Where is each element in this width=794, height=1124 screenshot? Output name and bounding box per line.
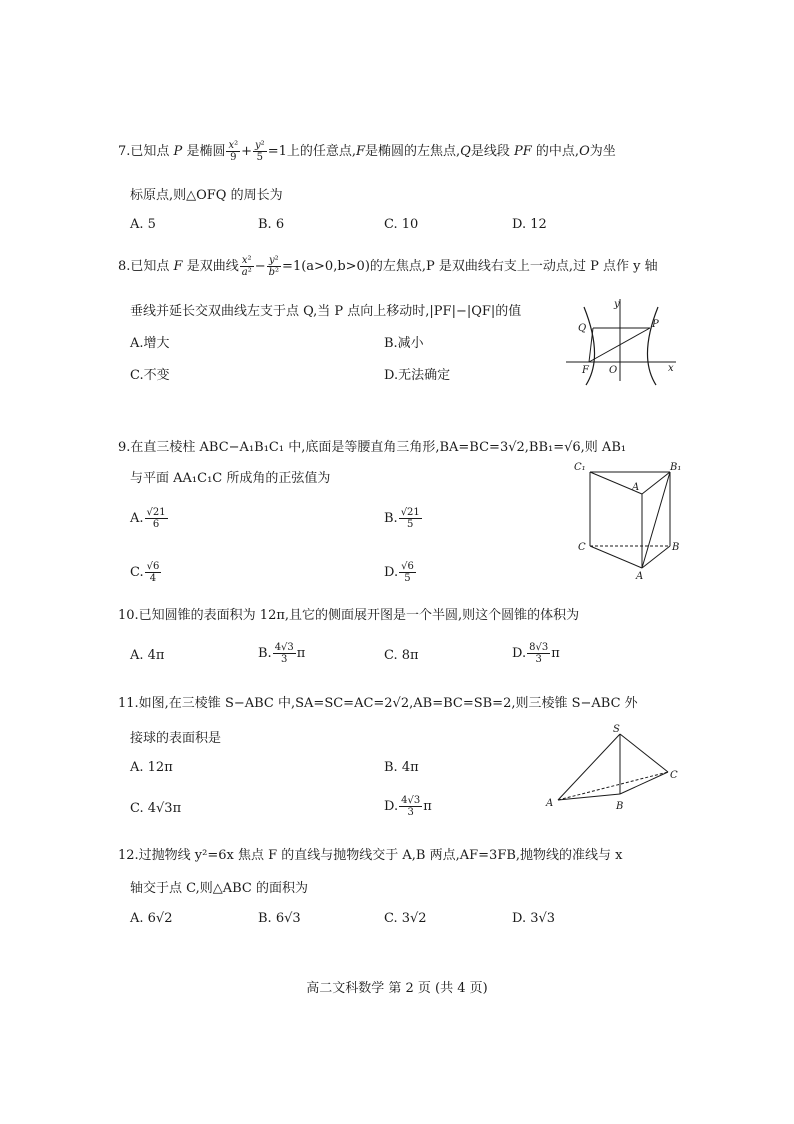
- fraction: [399, 507, 422, 530]
- q12-option-b: B. 6√3: [258, 911, 301, 926]
- q8-option-d: D.无法确定: [384, 368, 451, 383]
- numerator: √21: [400, 507, 420, 518]
- q10-line1: 10.已知圆锥的表面积为 12π,且它的侧面展开图是一个半圆,则这个圆锥的体积为: [118, 608, 580, 623]
- numerator: √21: [146, 507, 166, 518]
- label-c1: C₁: [574, 462, 586, 473]
- denominator: 6: [152, 519, 160, 530]
- q7-text: 的中点,: [535, 144, 580, 159]
- q8-text: 是双曲线: [186, 259, 239, 274]
- q11-line2: 接球的表面积是: [130, 731, 222, 746]
- prism-figure: [570, 458, 680, 580]
- q7-text: 是椭圆的左焦点,: [365, 144, 461, 159]
- q7-text: 是线段: [470, 144, 510, 159]
- q8-line1: 8.已知点 F 是双曲线 $\frac{\text{x²}}{\text{a²}}$ − $\frac{\text{y²}}{\text{b²}}$ =1(a>0,b>0)的左焦点,P 是双曲线右支上一动点,过 P 点作 y 轴: [118, 255, 658, 278]
- edge-ca: [590, 546, 642, 568]
- q10-option-b: [258, 642, 305, 665]
- q7-text: 是椭圆: [186, 144, 226, 159]
- q9-line1: 9.在直三棱柱 ABC−A₁B₁C₁ 中,底面是等腰直角三角形,BA=BC=3√2,BB₁=√6,则 AB₁: [118, 440, 627, 455]
- numerator: √6: [146, 561, 160, 572]
- numerator: 8√3: [529, 642, 549, 653]
- fraction: [527, 642, 550, 665]
- label-a1: A: [632, 482, 640, 493]
- q9-option-b: [384, 507, 423, 530]
- denominator: 4: [149, 573, 157, 584]
- denominator: 3: [407, 807, 414, 818]
- q11-option-d: [384, 795, 432, 818]
- option-letter: B.: [258, 646, 272, 661]
- numerator: √6: [401, 561, 414, 572]
- label-p: P: [652, 319, 659, 330]
- edge-ab: [558, 794, 620, 800]
- fraction: [399, 561, 416, 584]
- fraction: [273, 642, 296, 665]
- option-letter: D.: [512, 646, 527, 661]
- q8-text: 8.已知点: [118, 259, 170, 274]
- label-a: A: [546, 798, 554, 809]
- numerator: 4√3: [401, 795, 421, 806]
- q10-option-c: C. 8π: [384, 648, 419, 663]
- label-b: B: [616, 801, 624, 812]
- q9-option-a: [130, 507, 169, 530]
- label-b: B: [672, 542, 680, 553]
- pi: π: [423, 799, 432, 814]
- q8-text: (a>0,b>0)的左焦点,P 是双曲线右支上一动点,过 P 点作 y 轴: [301, 259, 658, 274]
- label-s: S: [613, 724, 620, 735]
- q11-option-c: C. 4√3π: [130, 801, 182, 816]
- q7-text: 为坐: [589, 144, 616, 159]
- option-letter: C.: [130, 565, 144, 580]
- fraction: $\frac{\text{x²}}{9}$: [228, 140, 239, 163]
- label-a: A: [636, 571, 644, 582]
- q11-line1: 11.如图,在三棱锥 S−ABC 中,SA=SC=AC=2√2,AB=BC=SB=2,则三棱锥 S−ABC 外: [118, 696, 638, 711]
- page-footer: 高二文科数学 第 2 页 (共 4 页): [306, 981, 488, 996]
- edge-bc: [620, 772, 668, 794]
- edge-a1b1: [642, 472, 670, 494]
- denominator: 3: [535, 654, 542, 665]
- edge-ac: [558, 772, 668, 800]
- q7-line1: 7.已知点 P 是椭圆 $\frac{\text{x²}}{9}$ + $\frac{\text{y²}}{5}$ =1上的任意点,F是椭圆的左焦点,Q是线段 PF 的中点,O为坐: [118, 140, 616, 163]
- denominator: 5: [407, 519, 414, 530]
- option-letter: B.: [384, 511, 398, 526]
- fraction: [145, 507, 168, 530]
- q12-option-c: C. 3√2: [384, 911, 427, 926]
- hyperbola-figure: [562, 295, 682, 387]
- q12-option-a: A. 6√2: [130, 911, 173, 926]
- q11-option-a: A. 12π: [130, 760, 173, 775]
- q7-option-d: D. 12: [512, 217, 547, 232]
- option-letter: D.: [384, 799, 399, 814]
- label-y: y: [614, 299, 620, 310]
- q12-line2: 轴交于点 C,则△ABC 的面积为: [130, 881, 309, 896]
- edge-sc: [620, 734, 668, 772]
- fraction: [145, 561, 162, 584]
- pyramid-figure: [540, 722, 690, 814]
- q8-option-b: B.减小: [384, 336, 424, 351]
- q8-line2: 垂线并延长交双曲线左支于点 Q,当 P 点向上移动时,|PF|−|QF|的值: [130, 304, 522, 319]
- pi: π: [296, 646, 306, 661]
- q8-option-a: A.增大: [130, 336, 170, 351]
- q12-option-d: D. 3√3: [512, 911, 556, 926]
- q7-text: 7.已知点: [118, 144, 170, 159]
- label-c: C: [670, 770, 678, 781]
- q9-option-d: [384, 561, 417, 584]
- edge-ab: [642, 546, 670, 568]
- fraction: [399, 795, 422, 818]
- segment-ab1: [642, 472, 670, 568]
- label-o: O: [609, 365, 618, 376]
- q9-line2: 与平面 AA₁C₁C 所成角的正弦值为: [130, 471, 331, 486]
- q11-option-b: B. 4π: [384, 760, 419, 775]
- q10-option-d: [512, 642, 560, 665]
- label-c: C: [578, 542, 586, 553]
- q8-option-c: C.不变: [130, 368, 170, 383]
- denominator: 5: [404, 573, 411, 584]
- q10-option-a: A. 4π: [130, 648, 165, 663]
- fraction: $\frac{\text{x²}}{\text{a²}}$: [241, 255, 252, 278]
- label-q: Q: [578, 323, 587, 334]
- q7-text: 上的任意点,: [286, 144, 356, 159]
- q9-option-c: [130, 561, 162, 584]
- fraction: $\frac{\text{y²}}{\text{b²}}$: [268, 255, 280, 278]
- q7-option-b: B. 6: [258, 217, 285, 232]
- edge-sa: [558, 734, 620, 800]
- q7-option-c: C. 10: [384, 217, 419, 232]
- label-f: F: [582, 365, 589, 376]
- option-letter: A.: [130, 511, 144, 526]
- segment-fq: [589, 328, 593, 362]
- option-letter: D.: [384, 565, 399, 580]
- denominator: 3: [281, 654, 288, 665]
- q7-option-a: A. 5: [130, 217, 156, 232]
- numerator: 4√3: [274, 642, 294, 653]
- label-x: x: [668, 363, 674, 374]
- label-b1: B₁: [670, 462, 682, 473]
- pi: π: [551, 646, 560, 661]
- fraction: $\frac{\text{y²}}{5}$: [255, 140, 265, 163]
- q12-line1: 12.过抛物线 y²=6x 焦点 F 的直线与抛物线交于 A,B 两点,AF=3FB,抛物线的准线与 x: [118, 848, 623, 863]
- q7-line2: 标原点,则△OFQ 的周长为: [130, 188, 283, 203]
